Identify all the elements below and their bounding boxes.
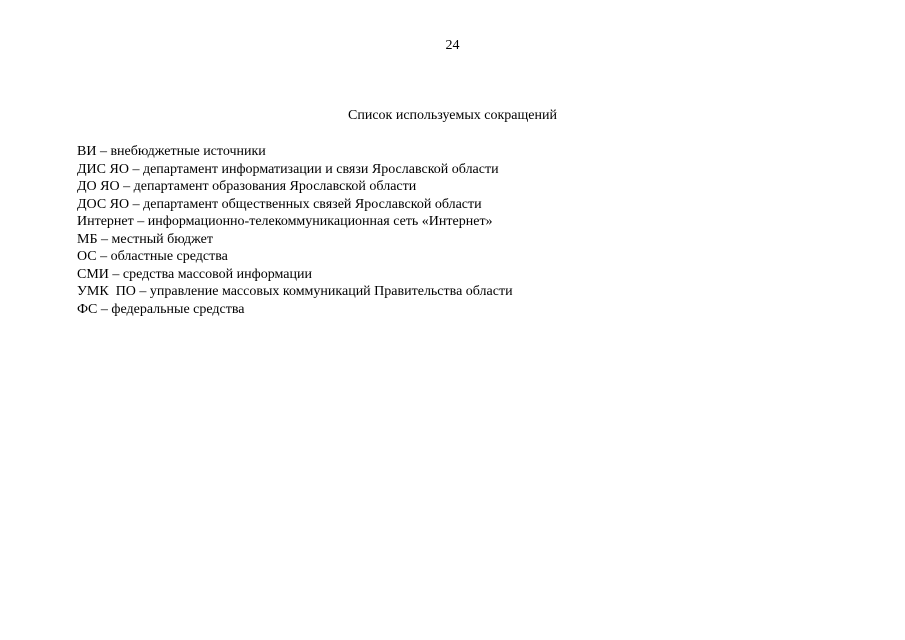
- abbreviation-item: МБ – местный бюджет: [77, 231, 213, 247]
- abbreviation-item: ОС – областные средства: [77, 249, 228, 264]
- abbreviation-item: СМИ – средства массовой информации: [77, 266, 312, 282]
- abbreviation-item: Интернет – информационно-телекоммуникационная сеть «Интернет»: [77, 214, 493, 229]
- abbreviation-item: ДОС ЯО – департамент общественных связей Ярославской области: [77, 196, 482, 212]
- abbreviation-item: УМК ПО – управление массовых коммуникаций Правительства области: [77, 284, 513, 299]
- abbreviation-item: ФС – федеральные средства: [77, 301, 245, 317]
- abbreviation-item: ВИ – внебюджетные источники: [77, 144, 266, 159]
- page-title: Список используемых сокращений: [348, 108, 557, 123]
- page-number: 24: [445, 38, 460, 53]
- abbreviation-item: ДО ЯО – департамент образования Ярославской области: [77, 179, 417, 194]
- abbreviation-item: ДИС ЯО – департамент информатизации и связи Ярославской области: [77, 161, 499, 177]
- abbreviation-list: [77, 143, 513, 318]
